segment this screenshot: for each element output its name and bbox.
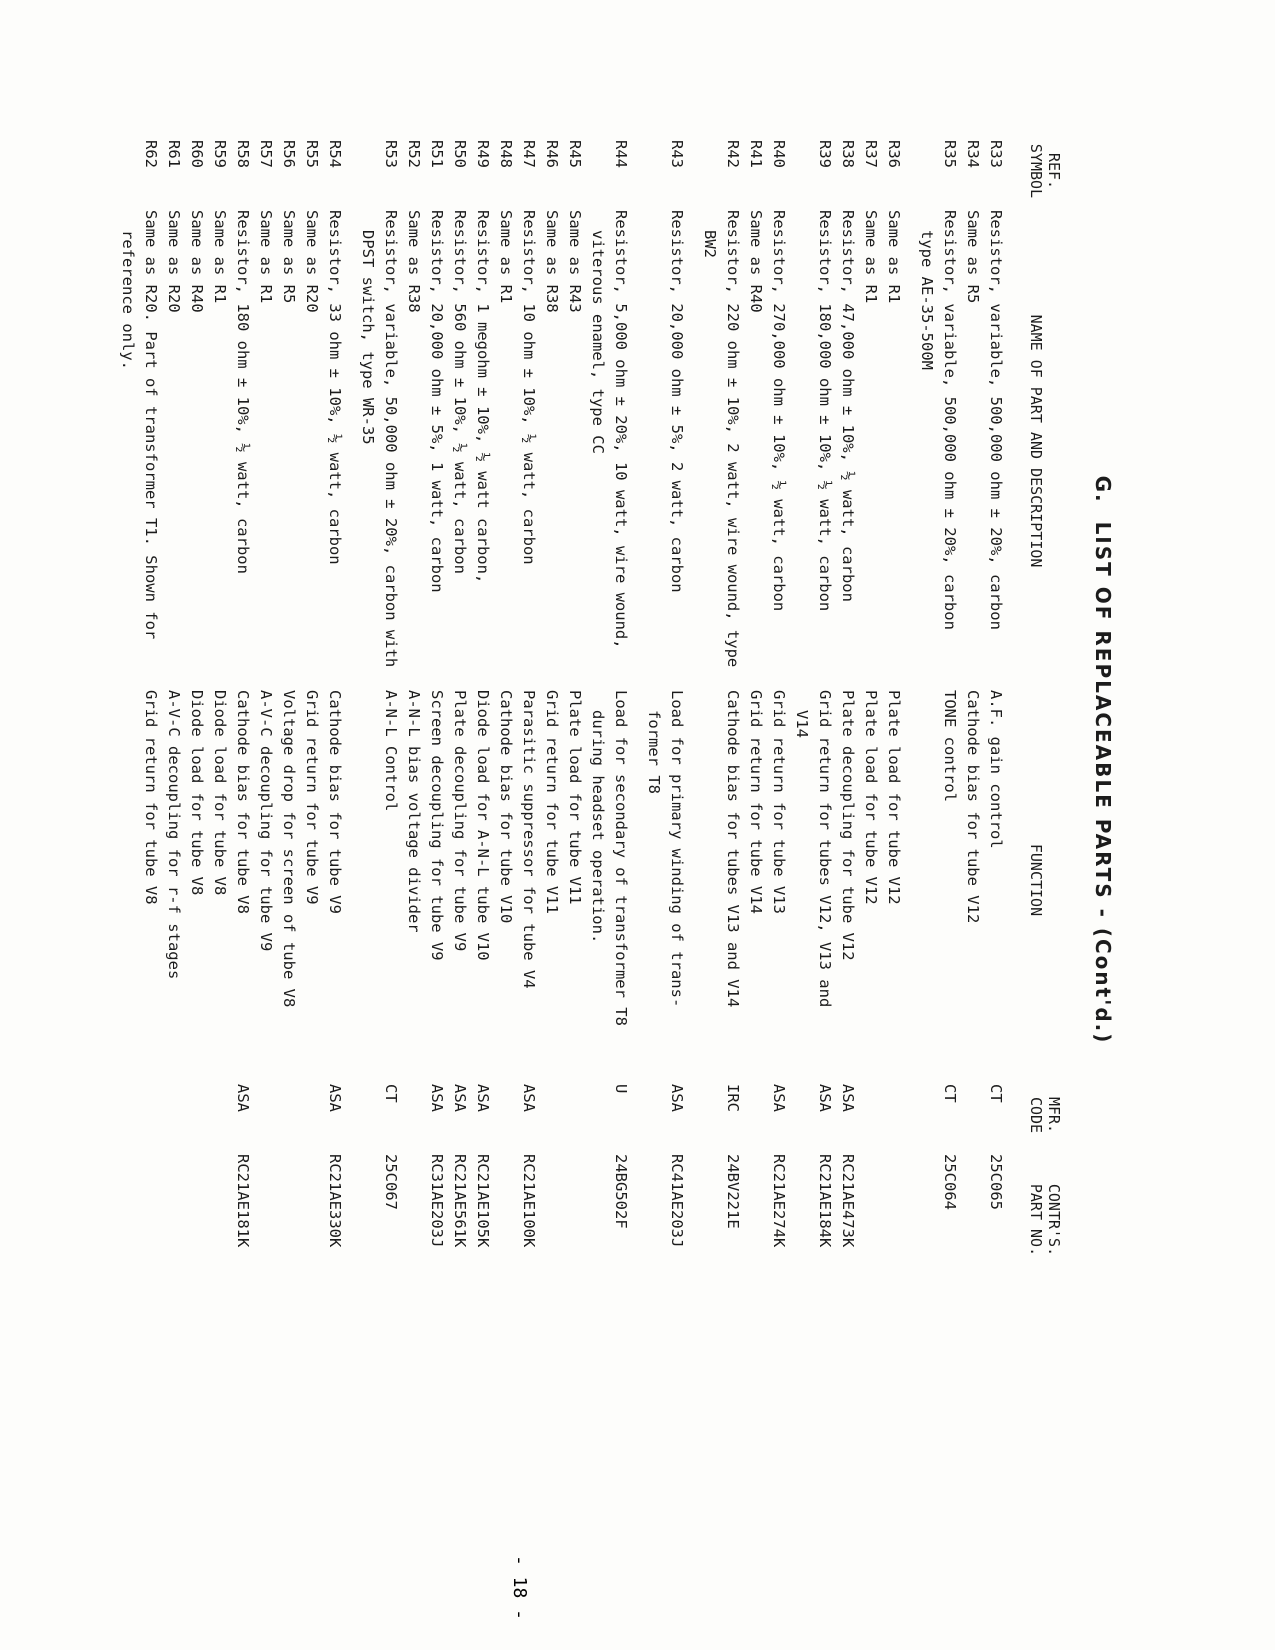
part-description <box>323 202 346 680</box>
part-description-text: Resistor, 180,000 ohm ± 10%, ½ watt, carbon <box>816 210 834 612</box>
header-mfr-line1: MFR. <box>1045 1096 1063 1134</box>
mfr-code <box>471 1080 494 1150</box>
header-ref-line2: SYMBOL <box>1027 143 1045 199</box>
part-description-text: Resistor, 220 ohm ± 10%, 2 watt, wire wound, type <box>724 210 742 668</box>
table-row <box>915 140 961 1380</box>
table-row <box>961 140 984 1380</box>
ref-symbol <box>744 140 767 202</box>
ref-symbol-text: R48 <box>497 140 515 168</box>
part-description-text: Resistor, 20,000 ohm ± 5%, 2 watt, carbon <box>668 210 686 593</box>
ref-symbol-text: R39 <box>816 140 834 168</box>
table-row <box>517 140 540 1380</box>
ref-symbol-text: R42 <box>724 140 742 168</box>
part-description <box>162 202 185 680</box>
mfr-code <box>517 1080 540 1150</box>
header-mfr-line2: CODE <box>1027 1096 1045 1134</box>
ref-symbol <box>836 140 859 202</box>
table-row <box>254 140 277 1380</box>
part-description-text: Resistor, 560 ohm ± 10%, ½ watt, carbon <box>451 210 469 574</box>
ref-symbol-text: R49 <box>474 140 492 168</box>
ref-symbol-text: R38 <box>839 140 857 168</box>
mfr-code-text: ASA <box>234 1084 252 1112</box>
part-description <box>300 202 323 680</box>
part-function-text: Cathode bias for tube V8 <box>234 690 252 914</box>
part-function-text: Diode load for tube V8 <box>211 690 229 896</box>
ref-symbol <box>984 140 1007 202</box>
mfr-code-text: U <box>612 1084 630 1094</box>
table-row <box>540 140 563 1380</box>
part-function <box>448 680 471 1080</box>
mfr-code <box>984 1080 1007 1150</box>
part-function <box>882 680 905 1080</box>
part-function <box>162 680 185 1080</box>
header-name: NAME OF PART AND DESCRIPTION <box>1027 314 1045 568</box>
part-number <box>425 1150 448 1380</box>
part-description <box>356 202 402 680</box>
ref-symbol <box>882 140 905 202</box>
part-description-continuation: type AE-35-500M <box>918 230 936 370</box>
ref-symbol-text: R47 <box>520 140 538 168</box>
ref-symbol <box>517 140 540 202</box>
ref-symbol <box>208 140 231 202</box>
header-ref-symbol <box>1027 140 1063 202</box>
part-function <box>642 680 688 1080</box>
part-function <box>402 680 425 1080</box>
ref-symbol-text: R53 <box>382 140 400 168</box>
part-description <box>116 202 162 680</box>
part-number-text: RC21AE184K <box>816 1154 834 1248</box>
part-function-text: Diode load for tube V8 <box>188 690 206 896</box>
part-function-text: Screen decoupling for tube V9 <box>428 690 446 961</box>
part-description-text: Resistor, 20,000 ohm ± 5%, 1 watt, carbon <box>428 210 446 593</box>
part-number <box>379 1150 402 1380</box>
ref-symbol <box>563 140 586 202</box>
part-function-text: A.F. gain control <box>987 690 1005 849</box>
ref-symbol-text: R45 <box>566 140 584 168</box>
part-description-text: Same as R20 <box>165 210 183 313</box>
ref-symbol-text: R33 <box>987 140 1005 168</box>
part-function-text: Cathode bias for tube V12 <box>964 690 982 924</box>
ref-symbol-text: R50 <box>451 140 469 168</box>
part-function-text: Voltage drop for screen of tube V8 <box>280 690 298 1008</box>
part-description-continuation: viterous enamel, type CC <box>589 230 607 454</box>
part-number-text: RC21AE330K <box>326 1154 344 1248</box>
ref-symbol <box>721 140 744 202</box>
part-description <box>540 202 563 680</box>
ref-symbol-text: R41 <box>747 140 765 168</box>
part-description-continuation: DPST switch, type WR-35 <box>359 230 377 445</box>
ref-symbol-text: R57 <box>257 140 275 168</box>
part-function <box>744 680 767 1080</box>
part-function-continuation: former T8 <box>645 710 663 794</box>
part-description-text: Resistor, 180 ohm ± 10%, ½ watt, carbon <box>234 210 252 574</box>
ref-symbol-text: R54 <box>326 140 344 168</box>
page-number: - 18 - <box>509 1555 530 1621</box>
part-function-text: A-N-L Control <box>382 690 400 812</box>
part-description-text: Same as R40 <box>747 210 765 313</box>
part-number-text: 24BG502F <box>612 1154 630 1229</box>
part-number-text: 25C065 <box>987 1154 1005 1210</box>
part-description <box>744 202 767 680</box>
table-row <box>162 140 185 1380</box>
part-function <box>563 680 586 1080</box>
part-description-text: Same as R40 <box>188 210 206 313</box>
part-function <box>767 680 790 1080</box>
part-description-text: Same as R1 <box>885 210 903 304</box>
ref-symbol <box>471 140 494 202</box>
part-function-text: Grid return for tubes V12, V13 and <box>816 690 834 1008</box>
ref-symbol-text: R58 <box>234 140 252 168</box>
ref-symbol <box>540 140 563 202</box>
header-mfr-code <box>1027 1080 1063 1150</box>
part-description <box>208 202 231 680</box>
mfr-code <box>813 1080 836 1150</box>
ref-symbol-text: R51 <box>428 140 446 168</box>
ref-symbol <box>448 140 471 202</box>
part-function-text: Cathode bias for tube V10 <box>497 690 515 924</box>
mfr-code-text: CT <box>987 1084 1005 1103</box>
part-function <box>721 680 744 1080</box>
mfr-code-text: ASA <box>474 1084 492 1112</box>
part-description-continuation: BW2 <box>701 230 719 258</box>
part-number <box>665 1150 688 1380</box>
ref-symbol-text: R37 <box>862 140 880 168</box>
mfr-code <box>665 1080 688 1150</box>
part-number <box>448 1150 471 1380</box>
part-function <box>517 680 540 1080</box>
ref-symbol <box>300 140 323 202</box>
ref-symbol-text: R36 <box>885 140 903 168</box>
part-function-text: Diode load for A-N-L tube V10 <box>474 690 492 961</box>
part-function-text: Load for secondary of transformer T8 <box>612 690 630 1026</box>
part-function <box>185 680 208 1080</box>
ref-symbol <box>665 140 688 202</box>
mfr-code-text: ASA <box>451 1084 469 1112</box>
mfr-code-text: ASA <box>839 1084 857 1112</box>
part-description <box>961 202 984 680</box>
part-description-text: Same as R1 <box>497 210 515 304</box>
part-function <box>494 680 517 1080</box>
ref-symbol <box>402 140 425 202</box>
table-row <box>277 140 300 1380</box>
part-description <box>402 202 425 680</box>
mfr-code <box>721 1080 744 1150</box>
part-number-text: 25C064 <box>941 1154 959 1210</box>
table-row <box>300 140 323 1380</box>
ref-symbol-text: R52 <box>405 140 423 168</box>
part-description-text: Resistor, 270,000 ohm ± 10%, ½ watt, carbon <box>770 210 788 612</box>
table-row <box>116 140 162 1380</box>
header-ref-line1: REF. <box>1045 152 1063 190</box>
ref-symbol <box>254 140 277 202</box>
rotated-parts-sheet <box>119 140 1115 1380</box>
part-description <box>665 202 688 680</box>
mfr-code <box>938 1080 961 1150</box>
table-row <box>402 140 425 1380</box>
part-description <box>915 202 961 680</box>
part-function <box>859 680 882 1080</box>
part-number-text: RC21AE181K <box>234 1154 252 1248</box>
part-function <box>231 680 254 1080</box>
mfr-code <box>767 1080 790 1150</box>
ref-symbol-text: R59 <box>211 140 229 168</box>
part-function-text: Plate load for tube V11 <box>566 690 584 905</box>
part-function <box>277 680 300 1080</box>
ref-symbol <box>425 140 448 202</box>
table-row <box>494 140 517 1380</box>
part-function-text: Cathode bias for tube V9 <box>326 690 344 914</box>
table-row <box>744 140 767 1380</box>
mfr-code <box>231 1080 254 1150</box>
part-description-text: Resistor, 33 ohm ± 10%, ½ watt, carbon <box>326 210 344 565</box>
part-function <box>471 680 494 1080</box>
ref-symbol-text: R60 <box>188 140 206 168</box>
mfr-code-text: IRC <box>724 1084 742 1112</box>
table-row <box>471 140 494 1380</box>
part-description <box>859 202 882 680</box>
part-description-text: Same as R20. Part of transformer T1. Shown for <box>142 210 160 640</box>
part-description-text: Same as R5 <box>964 210 982 304</box>
part-description-text: Resistor, 1 megohm ± 10%, ½ watt carbon, <box>474 210 492 584</box>
ref-symbol-text: R43 <box>668 140 686 168</box>
mfr-code <box>425 1080 448 1150</box>
part-description-text: Resistor, variable, 50,000 ohm ± 20%, carbon with <box>382 210 400 668</box>
part-description <box>494 202 517 680</box>
mfr-code-text: ASA <box>770 1084 788 1112</box>
ref-symbol <box>162 140 185 202</box>
part-function-text: Plate load for tube V12 <box>862 690 880 905</box>
part-function <box>984 680 1007 1080</box>
part-description <box>471 202 494 680</box>
part-function <box>323 680 346 1080</box>
table-row <box>323 140 346 1380</box>
table-row <box>642 140 688 1380</box>
ref-symbol <box>277 140 300 202</box>
ref-symbol-text: R34 <box>964 140 982 168</box>
part-function-continuation: during headset operation. <box>589 710 607 944</box>
mfr-code-text: ASA <box>326 1084 344 1112</box>
table-row <box>836 140 859 1380</box>
mfr-code <box>836 1080 859 1150</box>
table-row <box>859 140 882 1380</box>
ref-symbol-text: R56 <box>280 140 298 168</box>
part-function <box>300 680 323 1080</box>
part-number <box>984 1150 1007 1380</box>
part-description <box>231 202 254 680</box>
ref-symbol <box>323 140 346 202</box>
part-description-text: Same as R38 <box>543 210 561 313</box>
part-description-text: Same as R1 <box>257 210 275 304</box>
part-description-text: Same as R5 <box>280 210 298 304</box>
part-function <box>208 680 231 1080</box>
table-row <box>563 140 586 1380</box>
part-function-text: TONE control <box>941 690 959 802</box>
parts-table <box>116 140 1007 1380</box>
part-description <box>586 202 632 680</box>
table-row <box>984 140 1007 1380</box>
ref-symbol <box>379 140 402 202</box>
part-function-text: Grid return for tube V13 <box>770 690 788 914</box>
table-row <box>356 140 402 1380</box>
part-description <box>517 202 540 680</box>
table-row <box>448 140 471 1380</box>
part-description-text: Resistor, variable, 500,000 ohm ± 20%, carbon <box>987 210 1005 630</box>
header-function: FUNCTION <box>1027 843 1045 917</box>
mfr-code-text: CT <box>941 1084 959 1103</box>
mfr-code <box>323 1080 346 1150</box>
part-number <box>609 1150 632 1380</box>
part-number-text: RC31AE203J <box>428 1154 446 1248</box>
part-description-text: Same as R43 <box>566 210 584 313</box>
part-function-text: Plate decoupling for tube V9 <box>451 690 469 952</box>
mfr-code-text: ASA <box>428 1084 446 1112</box>
part-number <box>767 1150 790 1380</box>
part-function-text: Grid return for tube V14 <box>747 690 765 914</box>
part-function-text: Parasitic suppressor for tube V4 <box>520 690 538 989</box>
table-row <box>767 140 790 1380</box>
ref-symbol-text: R62 <box>142 140 160 168</box>
mfr-code-text: ASA <box>520 1084 538 1112</box>
part-number-text: RC21AE561K <box>451 1154 469 1248</box>
part-number-text: RC21AE473K <box>839 1154 857 1248</box>
mfr-code <box>448 1080 471 1150</box>
part-description-text: Same as R20 <box>303 210 321 313</box>
ref-symbol-text: R61 <box>165 140 183 168</box>
part-number <box>836 1150 859 1380</box>
ref-symbol <box>139 140 162 202</box>
ref-symbol-text: R40 <box>770 140 788 168</box>
part-function <box>254 680 277 1080</box>
part-description-text: Resistor, 5,000 ohm ± 20%, 10 watt, wire wound, <box>612 210 630 649</box>
part-number-text: RC21AE274K <box>770 1154 788 1248</box>
part-description <box>813 202 836 680</box>
part-description <box>185 202 208 680</box>
page-title: G. LIST OF REPLACEABLE PARTS - (Cont'd.) <box>1091 475 1115 1045</box>
part-function-continuation: V14 <box>793 710 811 738</box>
ref-symbol <box>767 140 790 202</box>
table-row <box>231 140 254 1380</box>
part-number <box>813 1150 836 1380</box>
ref-symbol <box>231 140 254 202</box>
part-description <box>882 202 905 680</box>
part-description-continuation: reference only. <box>119 230 137 370</box>
part-function-text: Grid return for tube V8 <box>142 690 160 905</box>
part-description-text: Same as R1 <box>862 210 880 304</box>
part-number <box>721 1150 744 1380</box>
part-number-text: RC21AE105K <box>474 1154 492 1248</box>
part-function-text: A-N-L bias voltage divider <box>405 690 423 933</box>
part-function-text: Cathode bias for tubes V13 and V14 <box>724 690 742 1008</box>
part-function-text: Grid return for tube V9 <box>303 690 321 905</box>
part-description-text: Same as R1 <box>211 210 229 304</box>
part-function-text: Load for primary winding of trans- <box>668 690 686 1008</box>
part-number <box>323 1150 346 1380</box>
part-function <box>139 680 162 1080</box>
part-number <box>231 1150 254 1380</box>
mfr-code-text: ASA <box>816 1084 834 1112</box>
part-description <box>767 202 790 680</box>
mfr-code-text: ASA <box>668 1084 686 1112</box>
part-function-text: Grid return for tube V11 <box>543 690 561 914</box>
ref-symbol <box>813 140 836 202</box>
table-row <box>185 140 208 1380</box>
table-row <box>586 140 632 1380</box>
part-description <box>254 202 277 680</box>
part-function <box>379 680 402 1080</box>
ref-symbol <box>859 140 882 202</box>
part-function <box>961 680 984 1080</box>
part-function-text: A-V-C decoupling for tube V9 <box>257 690 275 952</box>
part-description-text: Resistor, 10 ohm ± 10%, ½ watt, carbon <box>520 210 538 565</box>
part-description <box>984 202 1007 680</box>
ref-symbol <box>938 140 961 202</box>
part-number-text: RC21AE100K <box>520 1154 538 1248</box>
part-function <box>586 680 632 1080</box>
mfr-code-text: CT <box>382 1084 400 1103</box>
part-number-text: 25C067 <box>382 1154 400 1210</box>
table-row <box>882 140 905 1380</box>
ref-symbol <box>494 140 517 202</box>
table-row <box>425 140 448 1380</box>
part-number-text: RC41AE203J <box>668 1154 686 1248</box>
ref-symbol-text: R46 <box>543 140 561 168</box>
part-function <box>938 680 961 1080</box>
part-description <box>563 202 586 680</box>
part-function-text: Plate load for tube V12 <box>885 690 903 905</box>
mfr-code <box>379 1080 402 1150</box>
part-function-text: Plate decoupling for tube V12 <box>839 690 857 961</box>
part-function <box>540 680 563 1080</box>
part-number <box>471 1150 494 1380</box>
ref-symbol-text: R35 <box>941 140 959 168</box>
ref-symbol <box>961 140 984 202</box>
header-part-no <box>1027 1150 1063 1290</box>
part-function <box>836 680 859 1080</box>
ref-symbol-text: R55 <box>303 140 321 168</box>
part-number-text: 24BV221E <box>724 1154 742 1229</box>
part-description <box>448 202 471 680</box>
part-description <box>836 202 859 680</box>
header-part-line1: CONTR'S. <box>1045 1183 1063 1257</box>
table-row <box>790 140 836 1380</box>
part-function-text: A-V-C decoupling for r-f stages <box>165 690 183 980</box>
ref-symbol <box>609 140 632 202</box>
table-row <box>698 140 744 1380</box>
part-description <box>698 202 744 680</box>
part-description <box>425 202 448 680</box>
table-row <box>208 140 231 1380</box>
ref-symbol-text: R44 <box>612 140 630 168</box>
part-description <box>277 202 300 680</box>
part-number <box>938 1150 961 1380</box>
part-description-text: Same as R38 <box>405 210 423 313</box>
mfr-code <box>609 1080 632 1150</box>
part-description-text: Resistor, 47,000 ohm ± 10%, ½ watt, carbon <box>839 210 857 602</box>
part-number <box>517 1150 540 1380</box>
part-function <box>425 680 448 1080</box>
ref-symbol <box>185 140 208 202</box>
part-description-text: Resistor, variable, 500,000 ohm ± 20%, carbon <box>941 210 959 630</box>
part-function <box>790 680 836 1080</box>
header-part-line2: PART NO. <box>1027 1183 1045 1257</box>
